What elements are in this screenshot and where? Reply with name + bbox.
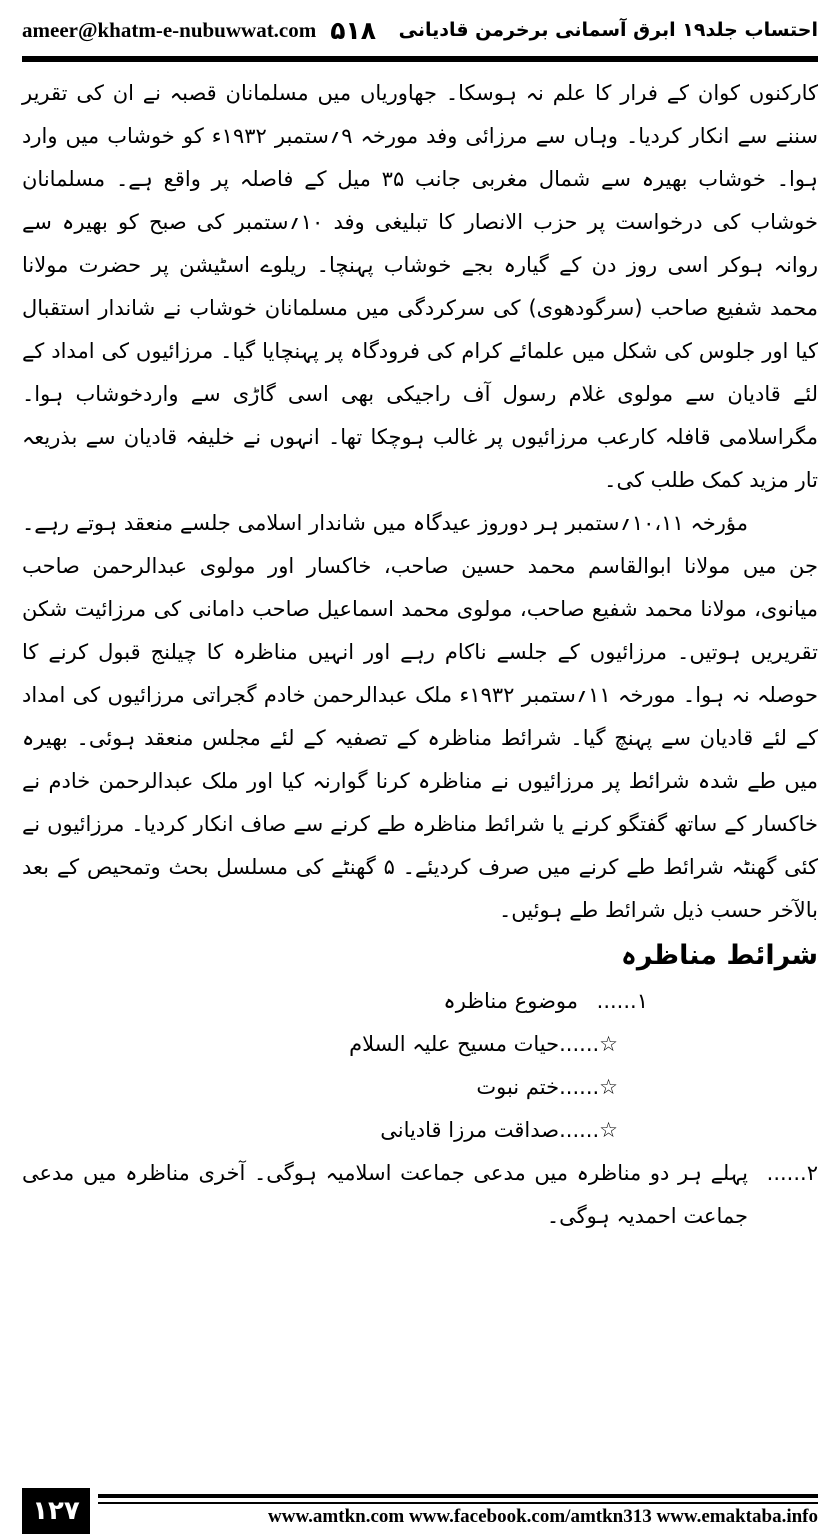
star-icon: ☆ (599, 1118, 618, 1142)
paragraph: مؤرخہ ۱۰،۱۱؍ستمبر ہر دوروز عیدگاہ میں شاندار اسلامی جلسے منعقد ہوتے رہے۔ جن میں مولانا ابوالقاسم محمد حسین صاحب، خاکسار اور مولوی عبدالرحمن صاحب میانوی، مولانا محمد شفیع صاحب، مولوی محمد اسماعیل صاحب دامانی کی مرزائیت شکن تقریریں ہوتیں۔ مرزائیوں کے جلسے ناکام رہے اور انہیں مناظرہ کا چیلنج قبول کرنے کا حوصلہ نہ ہوا۔ مورخہ ۱۱؍ستمبر ۱۹۳۲ء ملک عبدالرحمن خادم گجراتی مرزائیوں کی امداد کے لئے قادیان سے پہنچ گیا۔ شرائط مناظرہ کے تصفیہ کے لئے مجلس منعقد ہوئی۔ بھیرہ میں طے شدہ شرائط پر مرزائیوں نے مناظرہ کرنا گوارنہ کیا اور ملک عبدالرحمن خادم نے خاکسار کے ساتھ گفتگو کرنے یا شرائط مناظرہ طے کرنے سے صاف انکار کردیا۔ مرزائیوں نے کئی گھنٹہ شرائط طے کرنے میں صرف کردیئے۔ ۵ گھنٹے کی مسلسل بحث وتمحیص کے بعد بالآخر حسب ذیل شرائط طے ہوئیں۔ (22, 511, 819, 922)
footer-rule (98, 1494, 818, 1498)
star-icon: ☆ (599, 1032, 618, 1056)
topic-text: ......ختم نبوت (476, 1075, 600, 1099)
topic-item (22, 1109, 818, 1152)
book-page-number: ۱۲۷ (22, 1488, 90, 1534)
item-text: پہلے ہر دو مناظرہ میں مدعی جماعت اسلامیہ ہوگی۔ آخری مناظرہ میں مدعی جماعت احمدیہ ہوگی۔ (22, 1161, 748, 1228)
book-title: احتساب جلد۱۹ ابرق آسمانی برخرمن قادیانی (398, 19, 818, 41)
footer-links: www.amtkn.com www.facebook.com/amtkn313 www.emaktaba.info (268, 1506, 818, 1527)
numbered-item (22, 980, 818, 1023)
paragraph: کارکنوں کوان کے فرار کا علم نہ ہوسکا۔ جھاوریاں میں مسلمانان قصبہ نے ان کی تقریر سننے سے انکار کردیا۔ وہاں سے مرزائی وفد مورخہ ۹؍ستمبر ۱۹۳۲ء کو خوشاب میں وارد ہوا۔ خوشاب بھیرہ سے شمال مغربی جانب ۳۵ میل کے فاصلہ پر واقع ہے۔ مسلمانان خوشاب کی درخواست پر حزب الانصار کا تبلیغی وفد ۱۰؍ستمبر کی صبح کو بھیرہ سے روانہ ہوکر اسی روز دن کے گیارہ بجے خوشاب پہنچا۔ ریلوے اسٹیشن پر حضرت مولانا محمد شفیع صاحب (سرگودھوی) کی سرکردگی میں مسلمانان خوشاب نے شاندار استقبال کیا اور جلوس کی شکل میں علمائے کرام کی فرودگاہ پر پہنچایا گیا۔ مرزائیوں کی امداد کے لئے قادیان سے مولوی غلام رسول آف راجیکی بھی اسی گاڑی سے واردخوشاب ہوا۔ مگراسلامی قافلہ کارعب مرزائیوں پر غالب ہوچکا تھا۔ انہوں نے خلیفہ قادیان سے بذریعہ تار مزید کمک طلب کی۔ (22, 81, 818, 492)
star-icon: ☆ (599, 1075, 618, 1099)
numbered-item (22, 1152, 818, 1238)
page-body (22, 72, 818, 1238)
page-number: ۵۱۸ (330, 15, 377, 45)
topic-item (22, 1023, 818, 1066)
topic-text: ......حیات مسیح علیہ السلام (349, 1032, 600, 1056)
topic-item (22, 1066, 818, 1109)
header-rule (22, 56, 818, 62)
item-number: ۲...... (766, 1161, 818, 1185)
header-email: ameer@khatm-e-nubuwwat.com (22, 17, 317, 42)
page-footer (22, 1488, 818, 1534)
section-heading: شرائط مناظرہ (621, 940, 818, 971)
topic-text: ......صداقت مرزا قادیانی (380, 1118, 600, 1142)
footer-rule (98, 1502, 818, 1504)
page-header (22, 10, 818, 50)
item-number: ۱...... (596, 989, 648, 1013)
item-title: موضوع مناظرہ (443, 989, 578, 1013)
header-left (22, 16, 376, 45)
